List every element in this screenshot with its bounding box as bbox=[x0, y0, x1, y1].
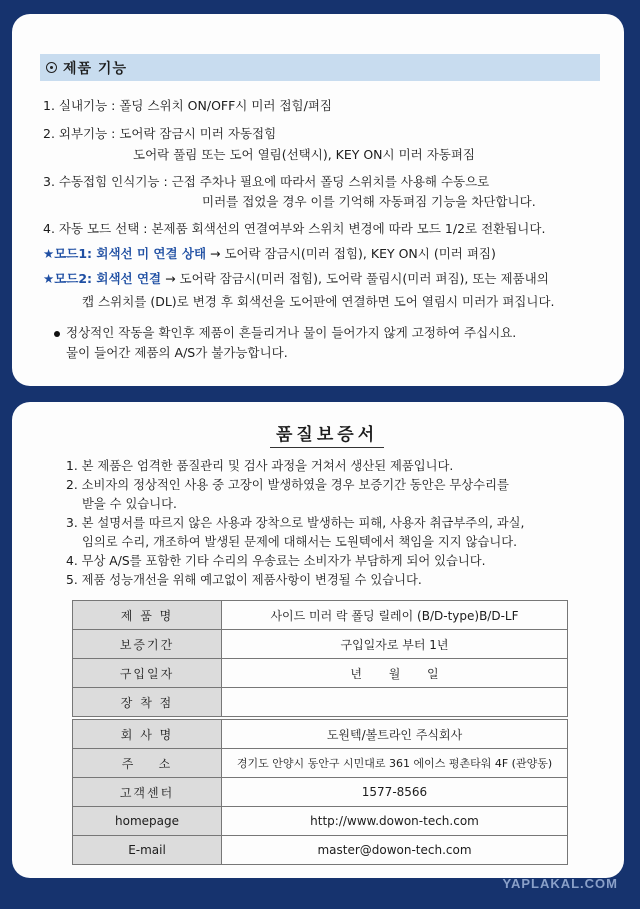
features-title: 제품 기능 bbox=[63, 60, 127, 77]
cert-term-5: 5. 제품 성능개선을 위해 예고없이 제품사항이 변경될 수 있습니다. bbox=[66, 573, 422, 587]
mode2-line bbox=[43, 271, 549, 287]
watermark: YAPLAKAL.COM bbox=[502, 876, 618, 891]
address-value: 경기도 안양시 동안구 시민대로 361 에이스 평촌타워 4F (관양동) bbox=[222, 749, 568, 778]
mode1-line bbox=[43, 246, 496, 262]
table-row bbox=[73, 601, 568, 630]
features-header bbox=[40, 54, 600, 81]
table-row bbox=[73, 720, 568, 749]
table-row bbox=[73, 688, 568, 717]
bullet-icon bbox=[54, 331, 60, 337]
purchase-date-value: 년 월 일 bbox=[222, 659, 568, 688]
cert-term-3-cont: 임의로 수리, 개조하여 발생된 문제에 대해서는 도원텍에서 책임을 지지 않습니다. bbox=[82, 535, 517, 549]
email-value: master@dowon-tech.com bbox=[222, 836, 568, 865]
feature-item-2-cont: 도어락 풀림 또는 도어 열림(선택시), KEY ON시 미러 자동펴짐 bbox=[133, 147, 476, 162]
homepage-label: homepage bbox=[73, 807, 222, 836]
company-name-value: 도원텍/볼트라인 주식회사 bbox=[222, 720, 568, 749]
feature-item-1: 1. 실내기능 : 폴딩 스위치 ON/OFF시 미러 접힘/펴짐 bbox=[43, 98, 332, 113]
table-row bbox=[73, 778, 568, 807]
mode2-text: → 도어락 잠금시(미러 접힘), 도어락 풀림시(미러 펴짐), 또는 제품내의 bbox=[161, 271, 549, 286]
cert-term-2: 2. 소비자의 정상적인 사용 중 고장이 발생하였을 경우 보증기간 동안은 무상수리를 bbox=[66, 478, 509, 492]
feature-item-4: 4. 자동 모드 선택 : 본제품 회색선의 연결여부와 스위치 변경에 따라 모드 1/2로 전환됩니다. bbox=[43, 221, 546, 236]
target-bullet-icon bbox=[46, 62, 57, 73]
feature-item-2: 2. 외부기능 : 도어락 잠금시 미러 자동접힘 bbox=[43, 126, 277, 141]
cert-term-4: 4. 무상 A/S를 포함한 기타 수리의 우송료는 소비자가 부담하게 되어 있습니다. bbox=[66, 554, 486, 568]
mode1-text: → 도어락 잠금시(미러 접힘), KEY ON시 (미러 펴짐) bbox=[206, 246, 496, 261]
mode2-label: ★모드2: 회색선 연결 bbox=[43, 271, 162, 286]
warranty-period-label: 보증기간 bbox=[73, 630, 222, 659]
email-label: E-mail bbox=[73, 836, 222, 865]
note-line-2: 물이 들어간 제품의 A/S가 불가능합니다. bbox=[66, 345, 288, 360]
company-name-label: 회 사 명 bbox=[73, 720, 222, 749]
note-line-1 bbox=[54, 325, 516, 341]
company-info-table bbox=[72, 719, 568, 865]
feature-item-3-cont: 미러를 접었을 경우 이를 기억해 자동펴짐 기능을 차단합니다. bbox=[202, 194, 536, 209]
customer-center-label: 고객센터 bbox=[73, 778, 222, 807]
product-features-panel bbox=[12, 14, 624, 386]
address-label: 주 소 bbox=[73, 749, 222, 778]
purchase-date-label: 구입일자 bbox=[73, 659, 222, 688]
installer-value bbox=[222, 688, 568, 717]
cert-term-1: 1. 본 제품은 엄격한 품질관리 및 검사 과정을 거쳐서 생산된 제품입니다. bbox=[66, 459, 454, 473]
homepage-value: http://www.dowon-tech.com bbox=[222, 807, 568, 836]
table-row bbox=[73, 807, 568, 836]
warranty-period-value: 구입일자로 부터 1년 bbox=[222, 630, 568, 659]
table-row bbox=[73, 659, 568, 688]
feature-item-3: 3. 수동접힘 인식기능 : 근접 주차나 필요에 따라서 폴딩 스위치를 사용해 수동으로 bbox=[43, 174, 490, 189]
mode1-label: ★모드1: 회색선 미 연결 상태 bbox=[43, 246, 207, 261]
table-row bbox=[73, 630, 568, 659]
customer-center-value: 1577-8566 bbox=[222, 778, 568, 807]
table-row bbox=[73, 836, 568, 865]
certificate-title: 품질보증서 bbox=[270, 420, 384, 448]
cert-term-2-cont: 받을 수 있습니다. bbox=[82, 497, 177, 511]
cert-term-3: 3. 본 설명서를 따르지 않은 사용과 장착으로 발생하는 피해, 사용자 취급부주의, 과실, bbox=[66, 516, 525, 530]
mode2-cont: 캡 스위치를 (DL)로 변경 후 회색선을 도어판에 연결하면 도어 열림시 미러가 펴집니다. bbox=[82, 294, 555, 309]
note-text-1: 정상적인 작동을 확인후 제품이 흔들리거나 물이 들어가지 않게 고정하여 주십시요. bbox=[66, 325, 517, 340]
quality-certificate-panel bbox=[12, 402, 624, 878]
table-row bbox=[73, 749, 568, 778]
product-info-table bbox=[72, 600, 568, 717]
installer-label: 장 착 점 bbox=[73, 688, 222, 717]
product-name-label: 제 품 명 bbox=[73, 601, 222, 630]
product-name-value: 사이드 미러 락 폴딩 릴레이 (B/D-type)B/D-LF bbox=[222, 601, 568, 630]
